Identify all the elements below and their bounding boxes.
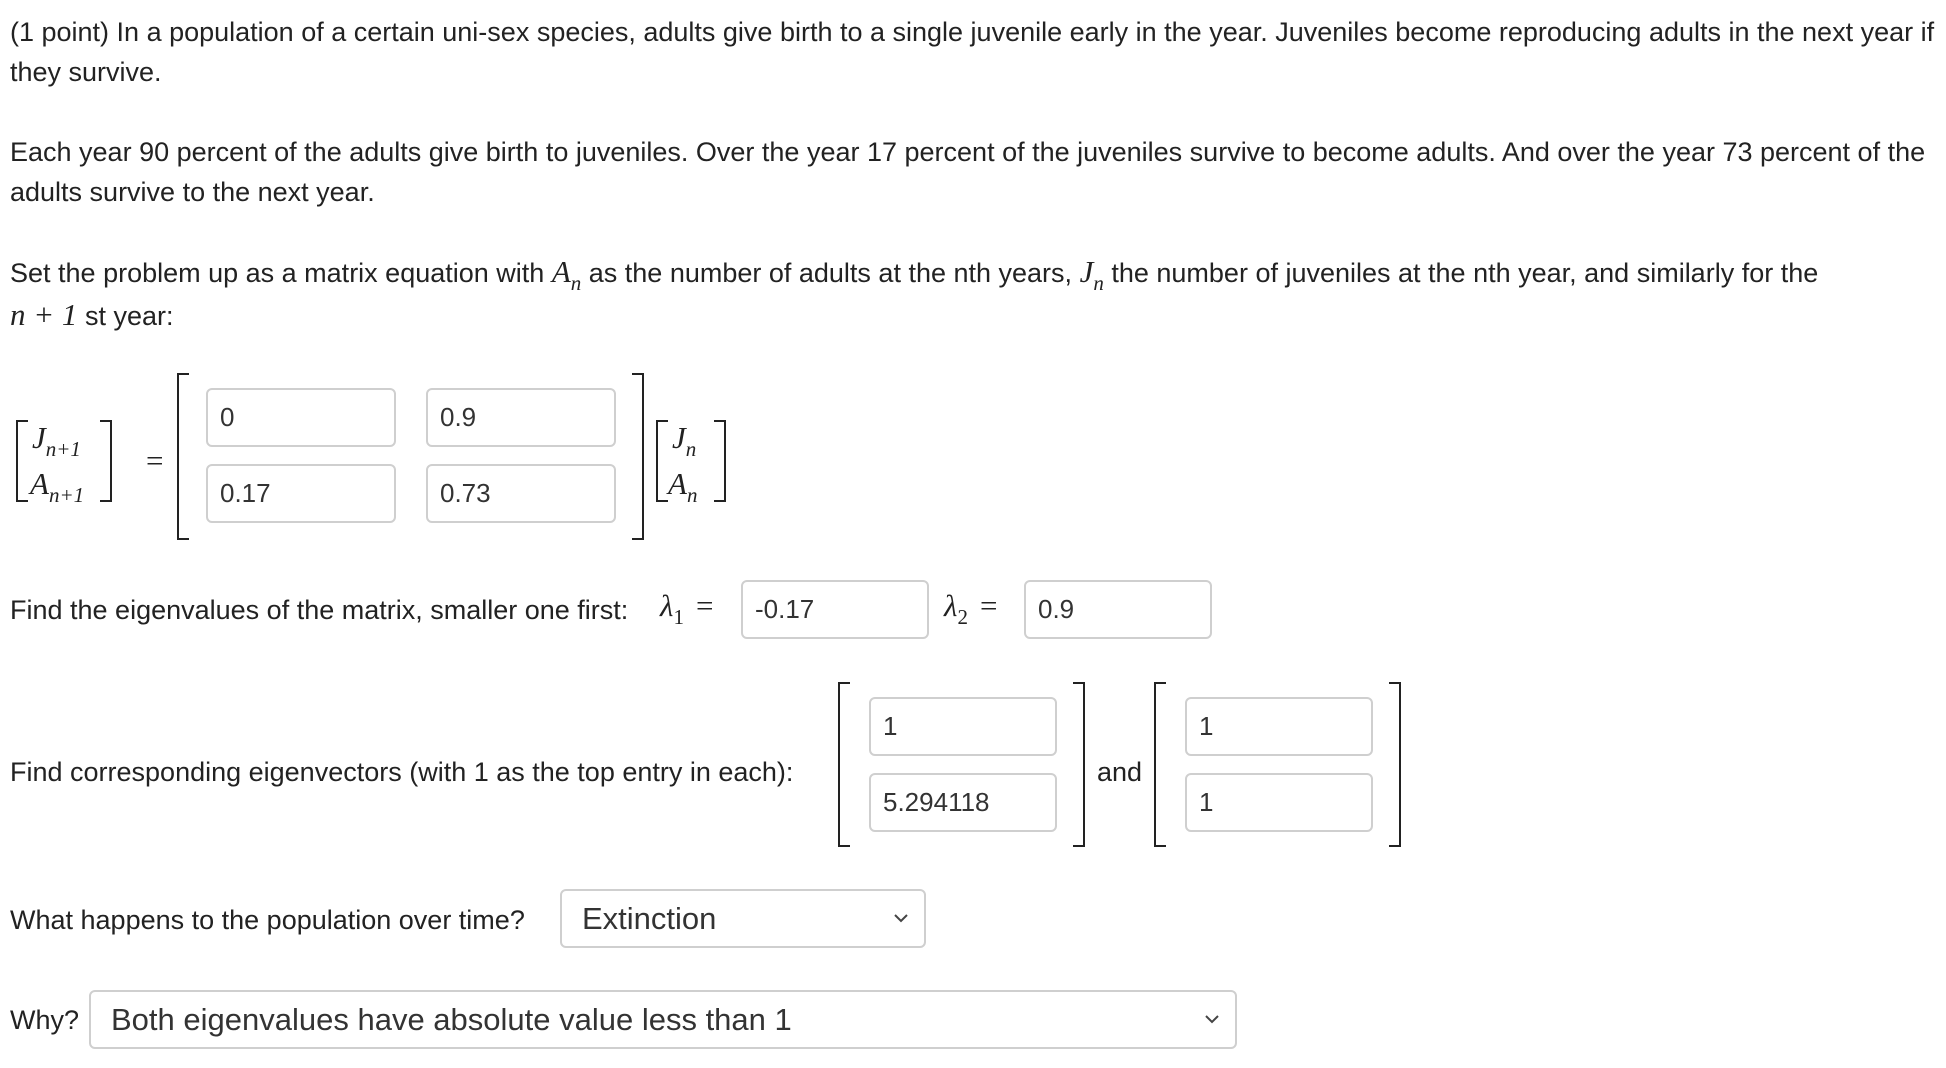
right-vector-bottom: $A_n$ <box>668 466 698 507</box>
eigenvector1-top-input[interactable]: 1 <box>869 697 1057 756</box>
lambda2-symbol: $\lambda_2$ = <box>944 588 998 629</box>
symbol-n-plus-1: n + 1 <box>10 297 78 332</box>
eigenvalues-label: Find the eigenvalues of the matrix, smaller one first: <box>10 595 629 625</box>
eigenvector2-bracket-open <box>1154 682 1166 847</box>
population-outcome-select[interactable] <box>560 889 926 948</box>
eigenvector1-bracket-close <box>1073 682 1085 847</box>
problem-rates: Each year 90 percent of the adults give birth to juveniles. Over the year 17 percent of the juveniles survive to become adults. And over the year 73 percent of the adults survive to the next year. <box>10 137 1926 207</box>
problem-setup <box>10 252 1936 336</box>
matrix-bracket-open <box>177 373 189 540</box>
eigenvector1-bracket-open <box>838 682 850 847</box>
population-question-label: What happens to the population over time? <box>10 905 525 935</box>
right-vector-bracket-open <box>656 420 668 502</box>
and-label: and <box>1097 757 1143 787</box>
matrix-bracket-close <box>632 373 644 540</box>
eigenvector2-bottom-input[interactable]: 1 <box>1185 773 1373 832</box>
left-vector-top: $J_{n+1}$ <box>32 420 81 461</box>
setup-text-4: st year: <box>84 301 174 331</box>
setup-text-1: Set the problem up as a matrix equation with <box>10 258 545 288</box>
why-reason-value: Both eigenvalues have absolute value less than 1 <box>111 1002 792 1037</box>
equals-sign: = <box>146 443 164 478</box>
eigenvector2-top-input[interactable]: 1 <box>1185 697 1373 756</box>
right-vector-top: $J_n$ <box>672 420 697 461</box>
matrix-entry-a12-input[interactable]: 0.9 <box>426 388 616 447</box>
eigenvectors-label: Find corresponding eigenvectors (with 1 as the top entry in each): <box>10 757 794 787</box>
setup-text-2: as the number of adults at the nth years, <box>588 258 1073 288</box>
chevron-down-icon <box>1203 1010 1221 1028</box>
matrix-entry-a11-input[interactable]: 0 <box>206 388 396 447</box>
matrix-entry-a22-input[interactable]: 0.73 <box>426 464 616 523</box>
left-vector-bracket-close <box>100 420 112 502</box>
lambda1-symbol: $\lambda_1$ = <box>660 588 714 629</box>
why-label: Why? <box>10 1005 80 1035</box>
lambda1-input[interactable]: -0.17 <box>741 580 929 639</box>
population-outcome-value: Extinction <box>582 901 717 936</box>
why-reason-select[interactable] <box>89 990 1237 1049</box>
left-vector-bottom: $A_{n+1}$ <box>30 466 85 507</box>
lambda2-input[interactable]: 0.9 <box>1024 580 1212 639</box>
eigenvector2-bracket-close <box>1389 682 1401 847</box>
right-vector-bracket-close <box>714 420 726 502</box>
symbol-j-n: $J_n$ <box>1079 254 1104 295</box>
left-vector-bracket-open <box>16 420 28 502</box>
setup-text-3: the number of juveniles at the nth year, and similarly for the <box>1111 258 1819 288</box>
problem-intro: (1 point) In a population of a certain uni-sex species, adults give birth to a single juvenile early in the year. Juveniles become reproducing adults in the next year if they survive. <box>10 17 1935 87</box>
matrix-entry-a21-input[interactable]: 0.17 <box>206 464 396 523</box>
eigenvector1-bottom-input[interactable]: 5.294118 <box>869 773 1057 832</box>
symbol-a-n: $A_n$ <box>551 254 582 295</box>
chevron-down-icon <box>892 909 910 927</box>
